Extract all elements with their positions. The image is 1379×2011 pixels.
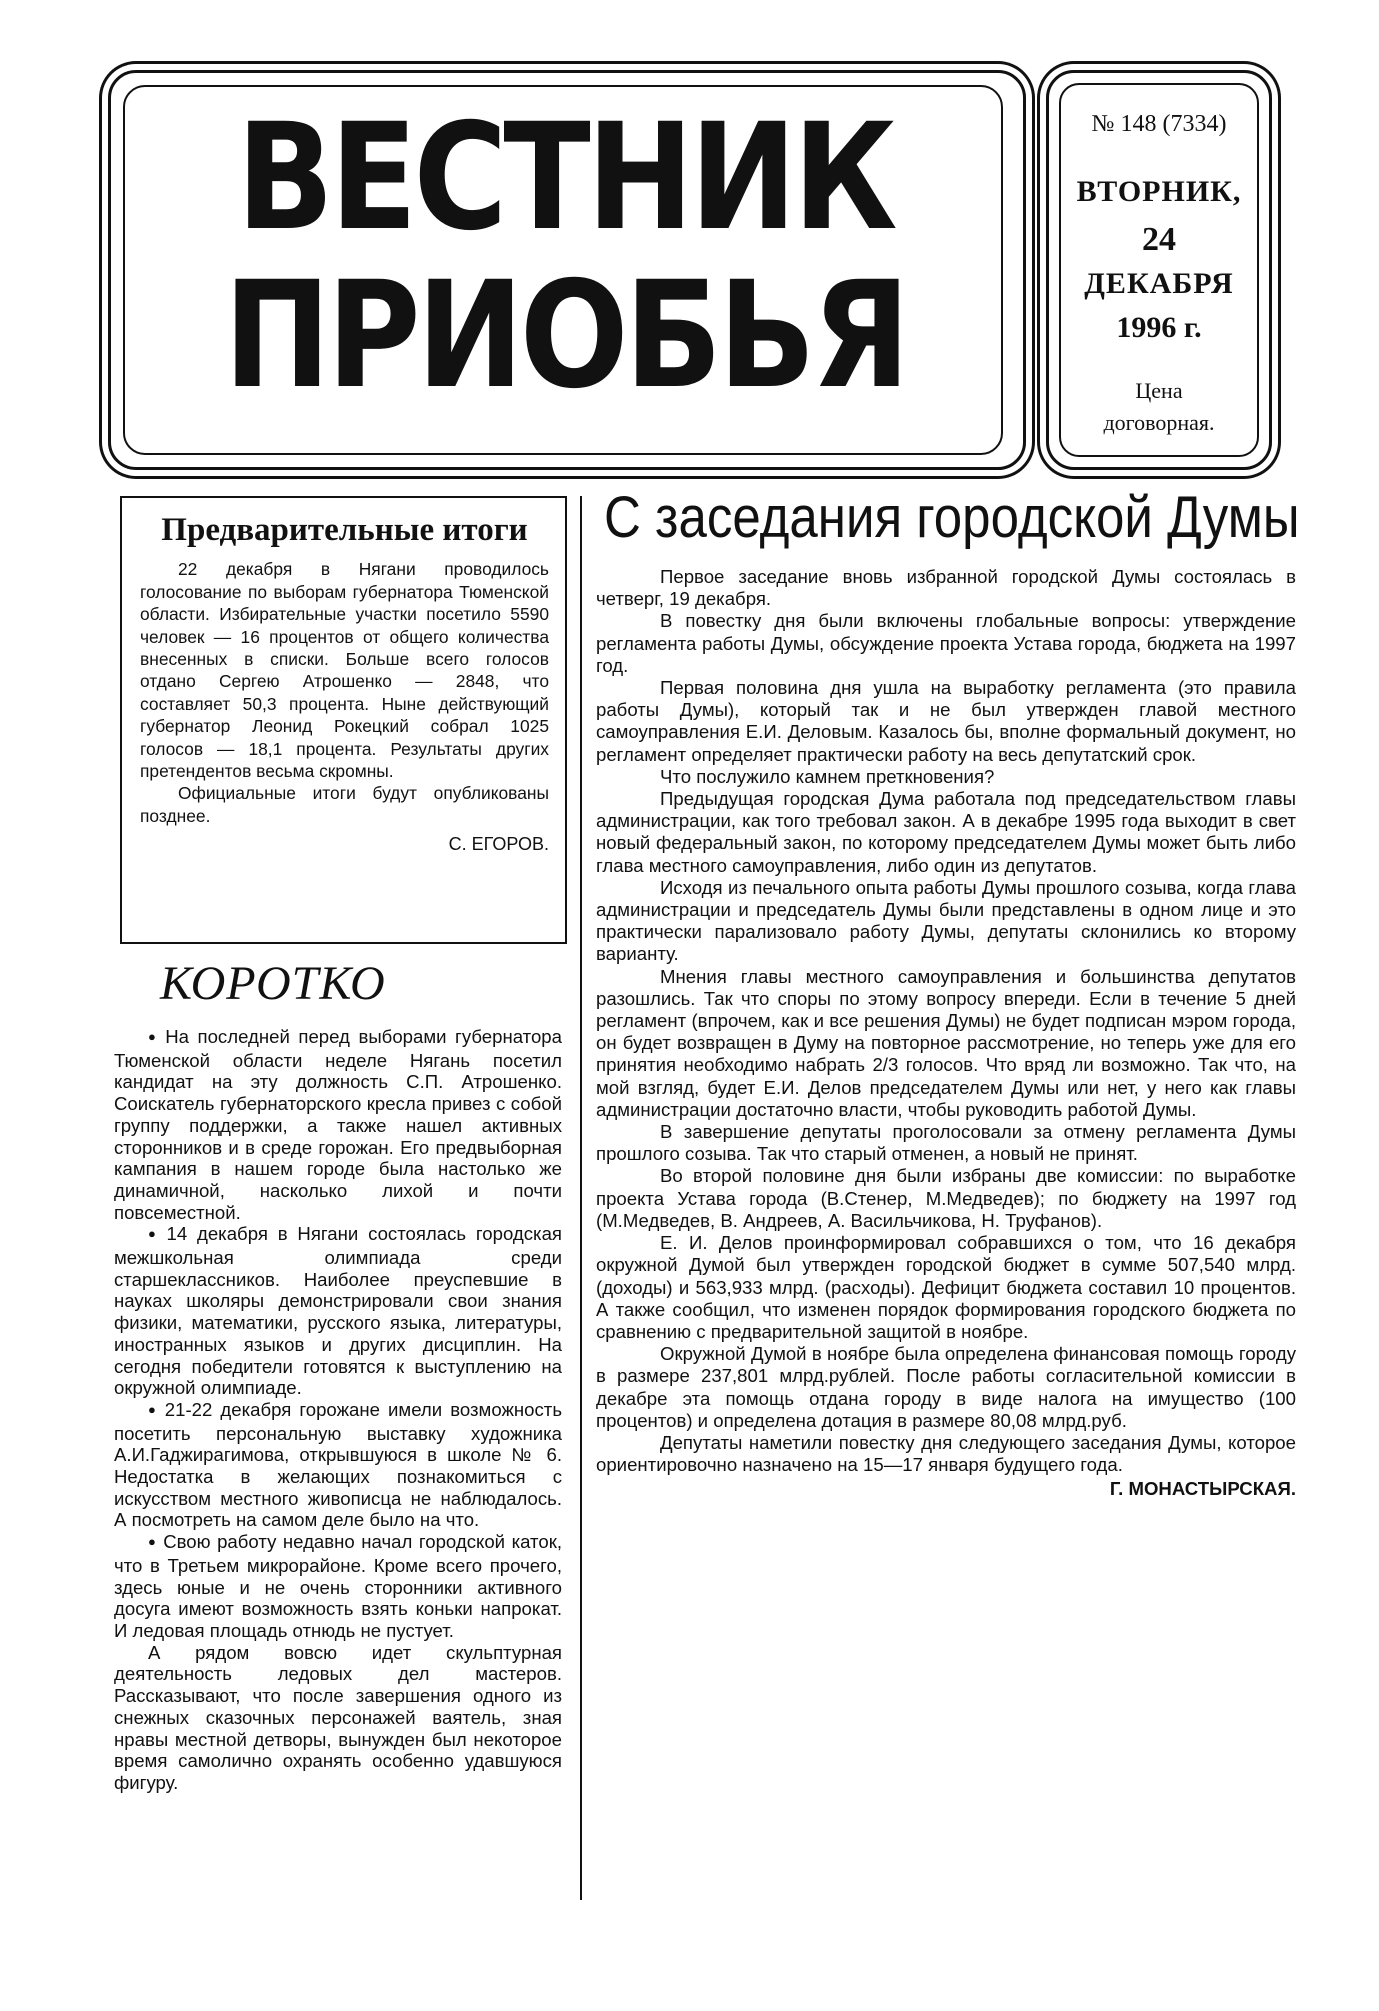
preliminary-results-paragraph: 22 декабря в Нягани проводилось голосование по выборам губернатора Тюменской области. Избирательные участки посетило 5590 человек — 16 процентов от общего количества внесенных в списки. Больше всего голосов отдано Сергею Атрошенко — 2848, что составляет 50,3 процента. Ныне действующий губернатор Леонид Рокецкий собрал 1025 голосов — 18,1 процента. Результаты других претендентов весьма скромны.: [140, 559, 549, 781]
korotko-news-column: [114, 1026, 562, 1794]
article-paragraph: Исходя из печального опыта работы Думы прошлого созыва, когда глава администрации и председатель Думы были представлены в одном лице и это практически парализовало работу Думы, депутаты склонились ко второму варианту.: [596, 876, 1296, 965]
news-item: ● 14 декабря в Нягани состоялась городская межшкольная олимпиада среди старшеклассников. Наиболее преуспевшие в науках школяры демонстрировали свои знания физики, математики, русского языка, литературы, иностранных языков и других дисциплин. На сегодня победители готовятся к выступлению на окружной олимпиаде.: [114, 1223, 562, 1399]
issue-info-box: [1046, 70, 1272, 470]
korotko-heading: [160, 957, 386, 1010]
korotko-heading-text: КОРОТКО: [160, 957, 386, 1010]
price-value: договорная.: [1103, 409, 1215, 435]
article-paragraph: Что послужило камнем преткновения?: [660, 765, 995, 787]
preliminary-results-signature: С. ЕГОРОВ.: [448, 834, 549, 855]
newspaper-title-line-1: ВЕСТНИК: [236, 92, 894, 264]
preliminary-results-title: Предварительные итоги: [161, 512, 528, 548]
preliminary-results-box: [120, 496, 567, 944]
article-author: Г. МОНАСТЫРСКАЯ.: [1109, 1478, 1296, 1500]
preliminary-results-paragraph: Официальные итоги будут опубликованы позднее.: [140, 783, 549, 826]
news-item: ● Свою работу недавно начал городской каток, что в Третьем микрорайоне. Кроме всего прочего, здесь юные и не очень сторонники активного досуга имеют возможность взять коньки напрокат. И ледовая площадь отнюдь не пустует.: [114, 1531, 562, 1642]
article-paragraph: В повестку дня были включены глобальные вопросы: утверждение регламента работы Думы, обсуждение проекта Устава города, бюджета на 1997 год.: [596, 610, 1296, 676]
masthead-title-frame: [108, 70, 1026, 470]
article-paragraph: Первое заседание вновь избранной городской Думы состоялась в четверг, 19 декабря.: [596, 566, 1296, 610]
article-paragraph: Первая половина дня ушла на выработку регламента (это правила работы Думы), который так и не был утвержден главой местного самоуправления Е.И. Деловым. Казалось бы, вполне формальный документ, но регламент определяет практически работу на весь депутатский срок.: [596, 677, 1296, 765]
masthead-title-box: [123, 85, 1003, 455]
issue-day: 24: [1142, 221, 1176, 258]
article-paragraph: Во второй половине дня были избраны две комиссии: по выработке проекта Устава города (В.Стенер, М.Медведев); по бюджету на 1997 год (М.Медведев, В. Андреев, А. Васильчикова, Н. Труфанов).: [596, 1165, 1296, 1231]
article-paragraph: Мнения главы местного самоуправления и большинства депутатов разошлись. Так что споры по этому вопросу впереди. Если в течение 5 дней регламент (впрочем, как и все решения Думы) не будет подписан мэром города, он будет возвращен в Думу на повторное рассмотрение, но теперь уже для его принятия необходимо набрать 2/3 голосов. Что вряд ли возможно. Так что, на мой взгляд, будет Е.И. Делов председателем Думы или нет, у него как главы администрации достаточно власти, чтобы руководить работой Думы.: [596, 965, 1296, 1120]
preliminary-results-body: [140, 558, 549, 855]
price-label: Цена: [1135, 378, 1183, 403]
issue-price: [1061, 375, 1257, 439]
article-paragraph: Предыдущая городская Дума работала под председательством главы администрации, как того требовал закон. А в декабре 1995 года выходит в свет новый федеральный закон, по которому председателем Думы может быть либо глава местного самоуправления, либо один из депутатов.: [596, 788, 1296, 876]
article-paragraph: Окружной Думой в ноябре была определена финансовая помощь городу в размере 237,801 млрд.рублей. После работы согласительной комиссии в декабре эта помощь отдана городу в виде налога на имущество (100 процентов) и определена дотация в размере 80,08 млрд.руб.: [596, 1343, 1296, 1431]
article-paragraph: Е. И. Делов проинформировал собравшихся о том, что 16 декабря окружной Думой был утвержден городской бюджет в сумме 507,540 млрд. (доходы) и 563,933 млрд. (расходы). Дефицит бюджета составил 10 процентов. А также сообщил, что изменен порядок формирования городского бюджета по сравнению с предварительной защитой в ноябре.: [596, 1232, 1296, 1342]
column-divider: [580, 496, 582, 1900]
newspaper-title-line-2: ПРИОБЬЯ: [223, 250, 907, 422]
issue-info-inner: [1059, 83, 1259, 457]
news-item: ● 21-22 декабря горожане имели возможность посетить персональную выставку художника А.И.Гаджирагимова, открывшуюся в школе № 6. Недостатка в желающих познакомиться с искусством местного живописца не наблюдалось. А посмотреть на самом деле было на что.: [114, 1399, 562, 1531]
issue-weekday: ВТОРНИК,: [1076, 175, 1242, 208]
issue-number: № 148 (7334): [1091, 111, 1227, 137]
article-paragraph: Депутаты наметили повестку дня следующего заседания Думы, которое ориентировочно назначено на 15—17 января будущего года.: [596, 1431, 1296, 1476]
issue-year: 1996 г.: [1116, 311, 1202, 344]
article-paragraph: В завершение депутаты проголосовали за отмену регламента Думы прошлого созыва. Так что старый отменен, а новый не принят.: [596, 1121, 1296, 1165]
issue-month: ДЕКАБРЯ: [1084, 267, 1234, 300]
article-headline: С заседания городской Думы: [604, 485, 1300, 550]
article-body: [596, 566, 1296, 1501]
news-item: ● На последней перед выборами губернатора Тюменской области неделе Нягань посетил кандидат на эту должность С.П. Атрошенко. Соискатель губернаторского кресла привез с собой группу поддержки, а также нашел активных сторонников и в среде горожан. Его предвыборная кампания в нашем городе была настолько же динамичной, насколько лихой и почти повсеместной.: [114, 1026, 562, 1223]
news-item: А рядом вовсю идет скульптурная деятельность ледовых дел мастеров. Рассказывают, что после завершения одного из снежных сказочных персонажей ваятель, зная нравы местной детворы, вынужден был некоторое время самолично охранять особенно удавшуюся фигуру.: [114, 1641, 562, 1793]
